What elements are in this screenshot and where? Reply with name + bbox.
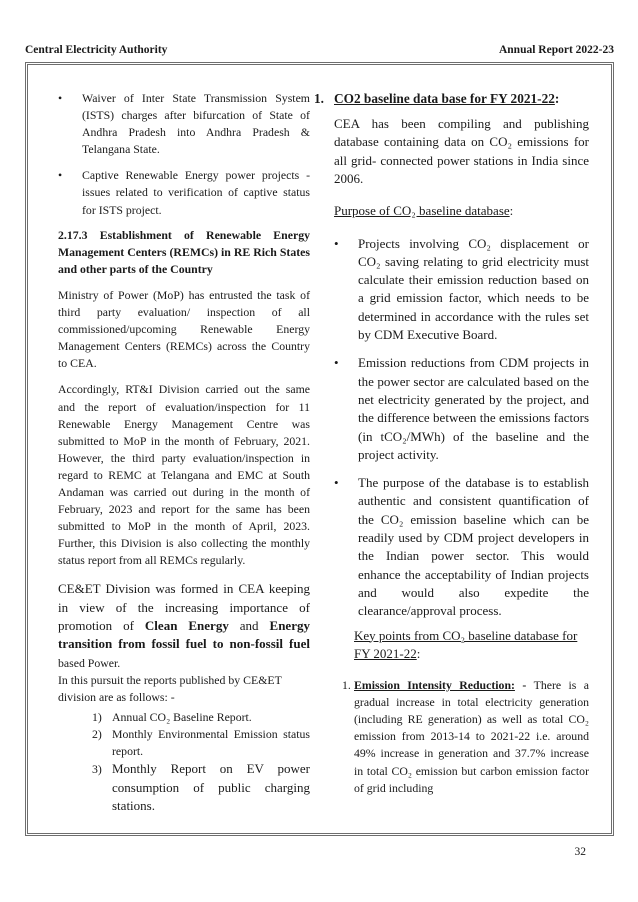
- list-number: 1): [92, 710, 102, 725]
- keypoint-item: [342, 677, 589, 797]
- list-item: [58, 167, 310, 218]
- keypoints-text: Key points from CO₂ baseline database for FY 2021-22: [354, 627, 578, 661]
- keypoint-dash: -: [514, 678, 534, 693]
- keypoint-title: Emission Intensity Reduction:: [354, 678, 515, 693]
- list-text: Monthly Report on EV power consumption of public charging stations.: [112, 761, 310, 813]
- section-heading: 2.17.3 Establishment of Renewable Energy Management Centers (REMCs) in RE Rich States and other parts of the Country: [58, 227, 310, 276]
- keypoint-text: [354, 677, 589, 797]
- list-item: [334, 235, 589, 345]
- purpose-text: Purpose of CO₂ baseline database: [334, 203, 510, 219]
- report-list: [92, 709, 310, 815]
- list-item: [92, 760, 310, 815]
- bullet-icon: •: [334, 355, 339, 371]
- right-column: [314, 90, 589, 797]
- heading-colon: :: [554, 91, 560, 106]
- list-item: [334, 474, 589, 620]
- heading-text-wrap: [334, 90, 559, 107]
- heading-number: 1.: [314, 91, 324, 106]
- list-number: 3): [92, 762, 102, 777]
- paragraph: Ministry of Power (MoP) has entrusted the task of third party evaluation/ inspection of all commissioned/upcoming Renewable Energy Management Centers (REMCs) across the Country to CEA.: [58, 287, 310, 371]
- ceet-paragraph: [58, 580, 310, 671]
- bullet-icon: •: [334, 475, 339, 491]
- bullet-icon: •: [334, 235, 339, 251]
- list-item: [92, 726, 310, 760]
- left-column: [58, 90, 310, 815]
- keypoint-body: There is a gradual increase in total electricity generation (including RE generation) as well as total CO₂ emission from 2013-14 to 2021-22 i.e. around 49% increase in generation and 37.7% increase in total CO₂ emission but carbon emission factor of grid including: [354, 678, 589, 795]
- list-item: [58, 90, 310, 158]
- heading-text: CO2 baseline data base for FY 2021-22: [334, 91, 555, 106]
- bullet-text: Projects involving CO₂ displacement or CO₂ saving relating to grid electricity must calculate their emission reduction based on a grid emission factor, which needs to be determined in accordance with the rules set by CDM Executive Board.: [358, 235, 589, 343]
- header-org-name: Central Electricity Authority: [25, 44, 168, 56]
- ceet-bold: Energy transition from fossil fuel to non-fossil fuel: [58, 618, 310, 652]
- ceet-text: and: [228, 618, 270, 634]
- list-text: Annual CO₂ Baseline Report.: [112, 710, 252, 725]
- keypoint-number: 1.: [342, 678, 351, 693]
- page-frame: [25, 62, 614, 836]
- purpose-heading: [334, 202, 589, 220]
- keypoints-heading: [354, 627, 589, 664]
- ceet-text: based Power.: [58, 655, 121, 670]
- page-number: 32: [574, 846, 586, 858]
- bullet-text: Emission reductions from CDM projects in the power sector are calculated based on the net electricity generated by the project, and the difference between the emissions factors (in tCO₂/MWh) of the baseline and the project activity.: [358, 355, 589, 462]
- bullet-text: The purpose of the database is to establish authentic and consistent quantification of the CO₂ emission baseline which can be readily used by CDM project developers in the Indian power sector. This would enhance the acceptability of Indian projects and would also expedite the clearance/approval process.: [358, 475, 589, 619]
- list-text: Monthly Environmental Emission status report.: [112, 727, 310, 759]
- list-number: 2): [92, 727, 102, 742]
- bullet-text: Waiver of Inter State Transmission System (ISTS) charges after bifurcation of State of Andhra Pradesh into Andhra Pradesh & Telangana State.: [82, 91, 310, 157]
- ceet-text: CE&ET Division was formed in CEA keeping in view of the increasing importance of promotion of: [58, 581, 310, 634]
- list-item: [92, 709, 310, 726]
- header-report-title: Annual Report 2022-23: [498, 44, 614, 56]
- ceet-bold: Clean Energy: [144, 618, 229, 634]
- bullet-text: Captive Renewable Energy power projects - issues related to verification of captive status for ISTS project.: [82, 168, 310, 217]
- keypoints-colon: :: [416, 645, 421, 661]
- intro-paragraph: CEA has been compiling and publishing database containing data on CO₂ emissions for all grid- connected power stations in India since 2006.: [334, 116, 589, 186]
- purpose-colon: :: [509, 203, 514, 219]
- list-item: [334, 354, 589, 464]
- bullet-icon: •: [58, 91, 63, 105]
- subsection-heading: [314, 90, 589, 107]
- paragraph: In this pursuit the reports published by CE&ET division are as follows: -: [58, 672, 282, 705]
- bullet-icon: •: [58, 168, 63, 183]
- paragraph: Accordingly, RT&I Division carried out the same and the report of evaluation/inspection for 11 Renewable Energy Management Centre was submitted to MoP in the month of February, 2021. However, the third party evaluation/inspection in regard to REMC at Telangana and EMC at South Andaman was carried out during in the month of February, 2023 and report for the same has been submitted to MoP in the month of April, 2023. Further, this Division is also collecting the monthly status report from all REMCs regularly.: [58, 382, 310, 568]
